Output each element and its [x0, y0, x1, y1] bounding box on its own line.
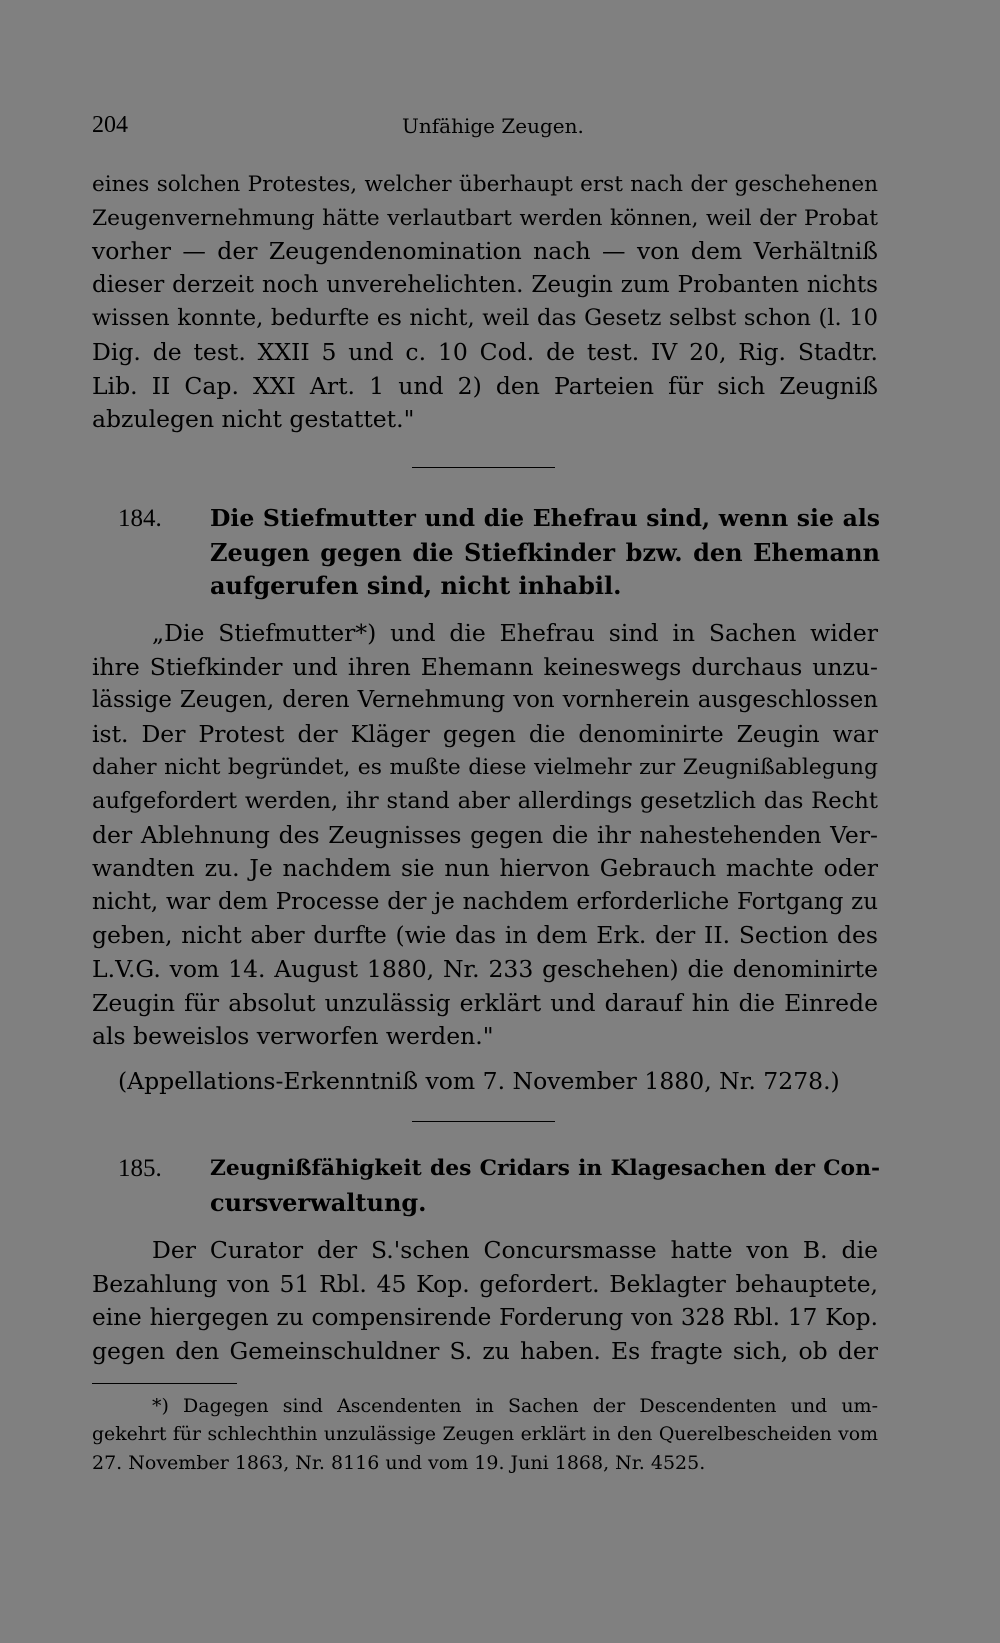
page-number: 204 [92, 112, 128, 138]
text-line: abzulegen nicht gestattet." [92, 405, 415, 434]
section-184-body [92, 617, 878, 1054]
text-line: Lib. II Cap. XXI Art. 1 und 2) den Parteien für sich Zeugniß [92, 371, 878, 400]
text-line: ihre Stiefkinder und ihren Ehemann keineswegs durchaus unzu- [92, 652, 878, 681]
footnote [92, 1392, 878, 1478]
title-line: Die Stiefmutter und die Ehefrau sind, wenn sie als [210, 504, 880, 532]
text-line: lässige Zeugen, deren Vernehmung von vornherein ausgeschlossen [92, 687, 878, 714]
footnote-line: *) Dagegen sind Ascendenten in Sachen der Descendenten und um- [152, 1395, 878, 1417]
section-title [210, 1152, 880, 1219]
title-line: aufgerufen sind, nicht inhabil. [210, 571, 622, 601]
text-line: wissen konnte, bedurfte es nicht, weil das Gesetz selbst schon (l. 10 [92, 305, 878, 332]
section-number: 185. [118, 1155, 162, 1182]
running-head: Unfähige Zeugen. [402, 114, 584, 138]
title-line: Zeugen gegen die Stiefkinder bzw. den Ehemann [210, 537, 880, 567]
text-line: ist. Der Protest der Kläger gegen die denominirte Zeugin war [92, 719, 878, 748]
section-185-body [92, 1234, 878, 1368]
text-line: nicht, war dem Processe der je nachdem erforderliche Fortgang zu [92, 888, 878, 915]
text-line: Zeugenvernehmung hätte verlautbart werden können, weil der Probat [92, 205, 878, 231]
text-line: geben, nicht aber durfte (wie das in dem Erk. der II. Section des [92, 921, 878, 950]
page-header [92, 112, 872, 152]
text-line: dieser derzeit noch unverehelichten. Zeugin zum Probanten nichts [92, 271, 878, 298]
text-line: Zeugin für absolut unzulässig erklärt und darauf hin die Einrede [92, 988, 878, 1017]
text-line: Bezahlung von 51 Rbl. 45 Kop. gefordert. Beklagter behauptete, [92, 1269, 878, 1298]
text-line: „Die Stiefmutter*) und die Ehefrau sind in Sachen wider [152, 619, 878, 647]
section-divider [412, 1121, 555, 1122]
text-line: wandten zu. Je nachdem sie nun hiervon Gebrauch machte oder [92, 854, 878, 883]
section-number: 184. [118, 505, 162, 532]
text-line: L.V.G. vom 14. August 1880, Nr. 233 geschehen) die denominirte [92, 954, 878, 983]
footnote-line: 27. November 1863, Nr. 8116 und vom 19. Juni 1868, Nr. 4525. [92, 1452, 706, 1474]
text-line: eine hiergegen zu compensirende Forderung von 328 Rbl. 17 Kop. [92, 1304, 878, 1332]
section-divider [412, 467, 555, 468]
section-184-heading [118, 502, 880, 603]
text-line: gegen den Gemeinschuldner S. zu haben. Es fragte sich, ob der [92, 1336, 878, 1365]
text-line: aufgefordert werden, ihr stand aber allerdings gesetzlich das Recht [92, 787, 878, 814]
text-line: der Ablehnung des Zeugnisses gegen die ihr nahestehenden Ver- [92, 820, 878, 849]
text-line: eines solchen Protestes, welcher überhaupt erst nach der geschehenen [92, 172, 878, 197]
section-185-heading [118, 1152, 880, 1220]
text-line: daher nicht begründet, es mußte diese vielmehr zur Zeugnißablegung [92, 755, 878, 781]
text-line: Dig. de test. XXII 5 und c. 10 Cod. de test. IV 20, Rig. Stadtr. [92, 337, 878, 366]
footnote-line: gekehrt für schlechthin unzulässige Zeugen erklärt in den Querelbescheiden vom [92, 1423, 878, 1445]
text-line: als beweislos verworfen werden." [92, 1022, 494, 1051]
section-title [210, 502, 880, 603]
title-line: Zeugnißfähigkeit des Cridars in Klagesachen der Con- [210, 1156, 880, 1181]
footnote-divider [92, 1383, 237, 1384]
text-line: Der Curator der S.'schen Concursmasse hatte von B. die [152, 1236, 878, 1264]
title-line: cursverwaltung. [210, 1187, 427, 1217]
text-line: vorher — der Zeugendenomination nach — von dem Verhältniß [92, 237, 878, 266]
citation: (Appellations-Erkenntniß vom 7. November 1880, Nr. 7278.) [118, 1067, 840, 1095]
intro-paragraph [92, 168, 878, 437]
